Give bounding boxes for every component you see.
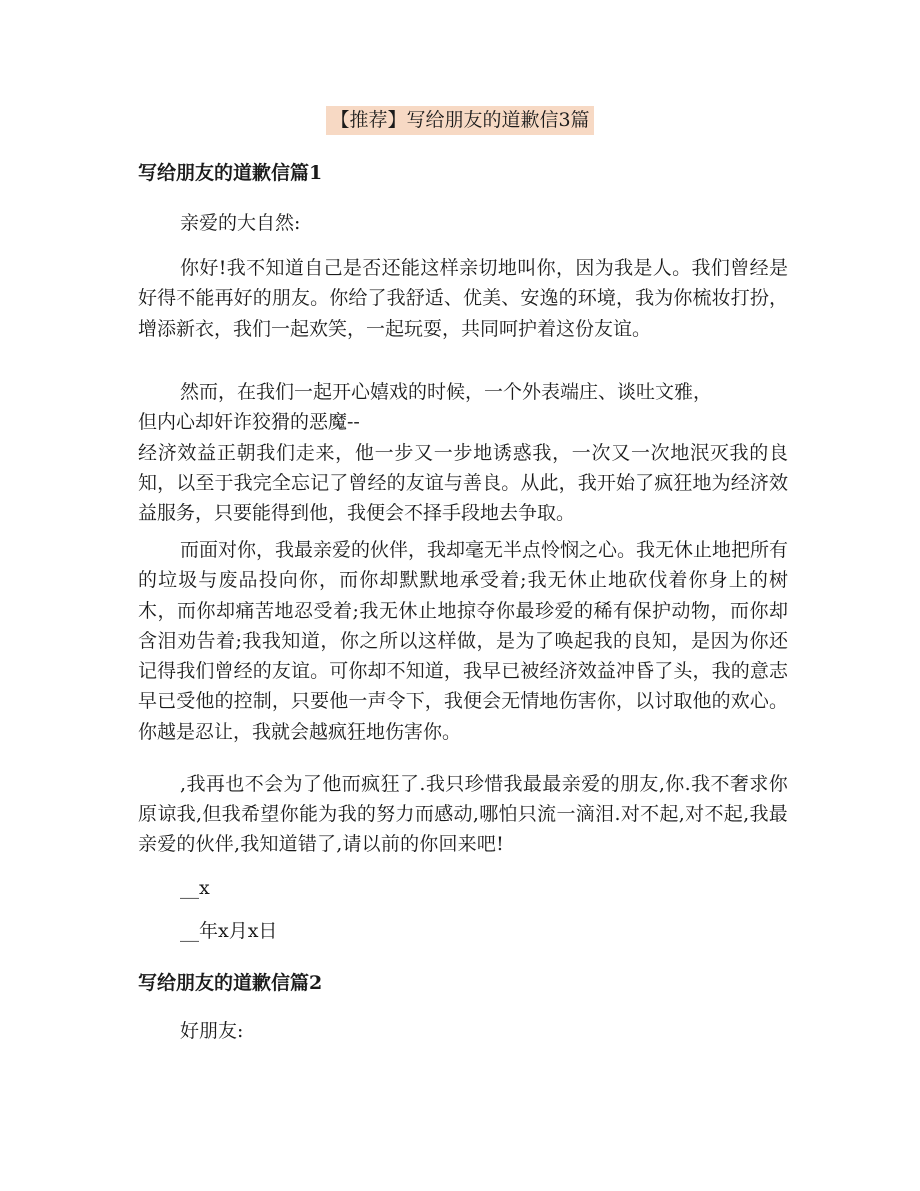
paragraph-2-rest: 经济效益正朝我们走来，他一步又一步地诱惑我，一次又一次地泯灭我的良知，以至于我完全忘记了曾经的友谊与善良。从此，我开始了疯狂地为经济效益服务，只要能得到他，我便会不择手段地去争取。 xyxy=(138,441,788,525)
section-1-paragraph-4: ,我再也不会为了他而疯狂了.我只珍惜我最最亲爱的朋友,你.我不奢求你原谅我,但我希望你能为我的努力而感动,哪怕只流一滴泪.对不起,对不起,我最亲爱的伙伴,我知道错了,请以前的你回来吧! xyxy=(138,773,788,855)
section-2-salutation: 好朋友: xyxy=(180,1020,244,1042)
section-1-paragraph-1: 你好!我不知道自己是否还能这样亲切地叫你，因为我是人。我们曾经是好得不能再好的朋友。你给了我舒适、优美、安逸的环境，我为你梳妆打扮，增添新衣，我们一起欢笑，一起玩耍，共同呵护着这份友谊。 xyxy=(138,257,788,340)
paragraph-2-line-1: 然而，在我们一起开心嬉戏的时候，一个外表端庄、谈吐文雅， xyxy=(180,381,713,403)
section-1-salutation: 亲爱的大自然: xyxy=(180,212,301,234)
section-2-heading: 写给朋友的道歉信篇2 xyxy=(138,972,323,994)
section-1-paragraph-2 xyxy=(138,377,788,528)
paragraph-2-line-2: 但内心却奸诈狡猾的恶魔-- xyxy=(138,411,360,434)
title-container xyxy=(0,106,920,135)
section-1-heading: 写给朋友的道歉信篇1 xyxy=(138,162,323,184)
document-title: 【推荐】写给朋友的道歉信3篇 xyxy=(326,106,593,135)
section-1-paragraph-3: 而面对你，我最亲爱的伙伴，我却毫无半点怜悯之心。我无休止地把所有的垃圾与废品投向你，而你却默默地承受着;我无休止地砍伐着你身上的树木，而你却痛苦地忍受着;我无休止地掠夺你最珍爱的稀有保护动物，而你却含泪劝告着;我我知道，你之所以这样做，是为了唤起我的良知，是因为你还记得我们曾经的友谊。可你却不知道，我早已被经济效益冲昏了头，我的意志早已受他的控制，只要他一声令下，我便会无情地伤害你，以讨取他的欢心。你越是忍让，我就会越疯狂地伤害你。 xyxy=(138,539,789,743)
section-1-signature: __x xyxy=(180,877,210,899)
section-1-date: __年x月x日 xyxy=(180,920,278,942)
